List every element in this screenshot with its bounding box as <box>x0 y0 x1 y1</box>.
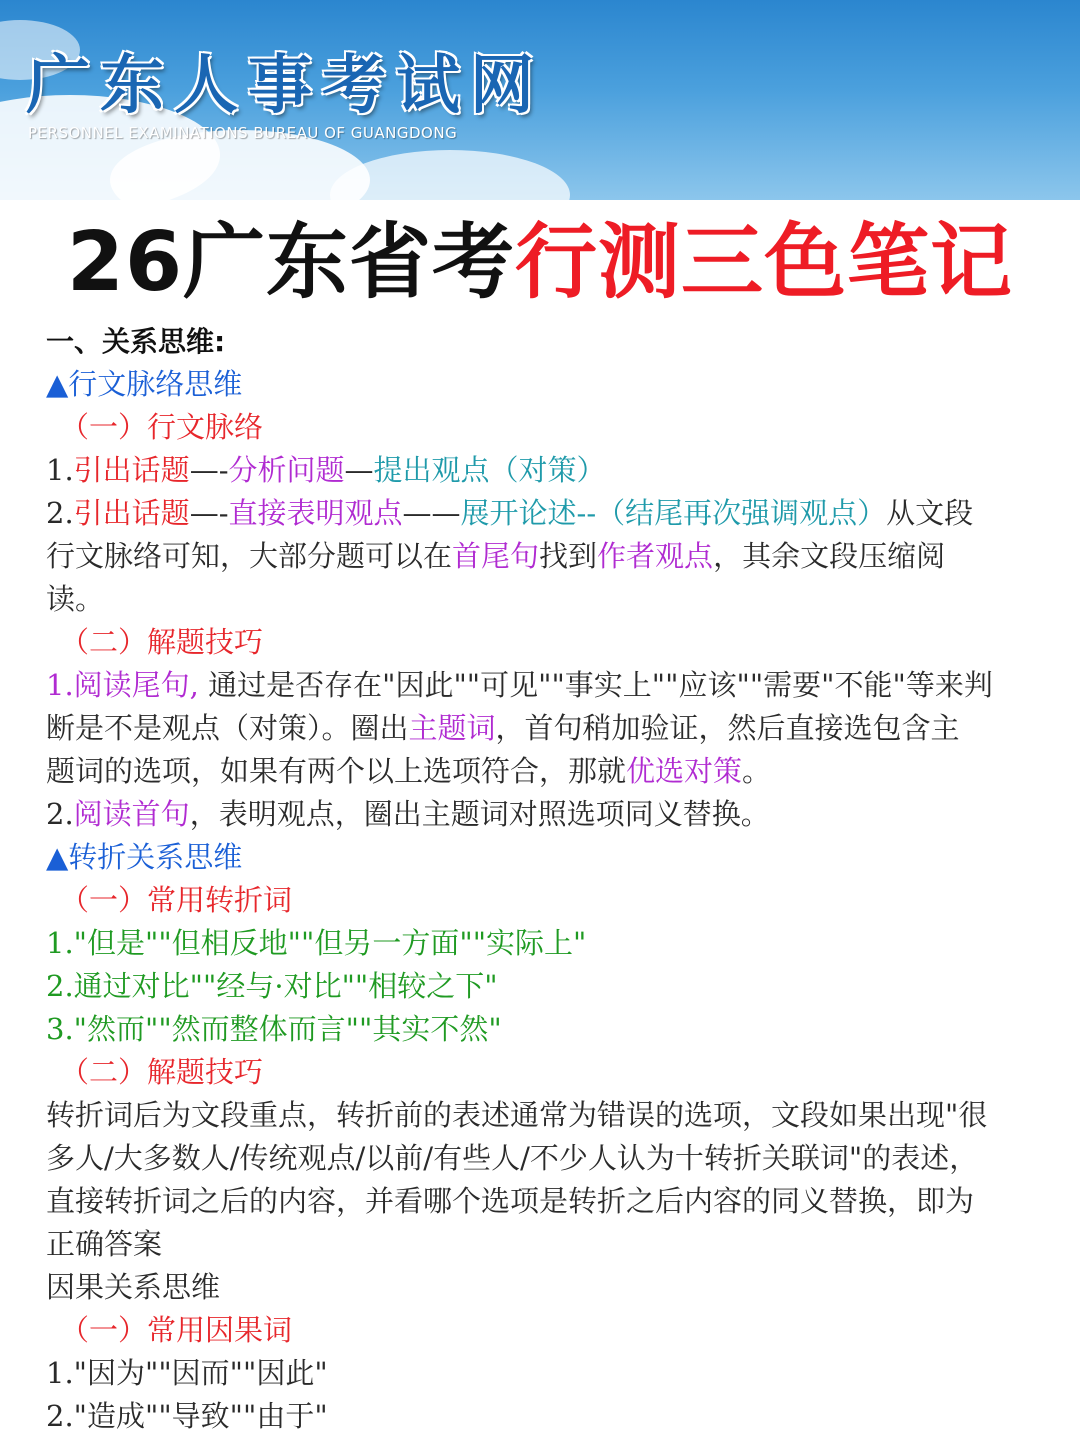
transition-word-line: 1."但是""但相反地""但另一方面""实际上" <box>46 926 587 960</box>
text-segment: 从文段 <box>886 496 974 530</box>
subheading-transition-words: （一）常用转折词 <box>60 883 293 917</box>
subheading-transition-tips: （二）解题技巧 <box>60 1055 264 1089</box>
subheading-tips: （二）解题技巧 <box>60 625 264 659</box>
tip-1-line-3 <box>46 750 1036 793</box>
text-segment: ，其余文段压缩阅 <box>713 539 946 573</box>
text-segment: 展开论述--（结尾再次强调观点） <box>460 496 887 530</box>
page-title <box>0 208 1080 318</box>
text-segment: 。 <box>742 754 772 788</box>
site-logo-title: 广东人事考试网 <box>26 49 544 123</box>
text-segment: 阅读首句 <box>73 797 190 831</box>
section-heading-relation: 一、关系思维: <box>46 325 226 358</box>
notes-body <box>46 320 1036 1438</box>
context-line-4: 读。 <box>46 582 105 616</box>
topic-heading-transition: ▲转折关系思维 <box>46 840 243 874</box>
line-number: 2. <box>46 797 74 831</box>
text-segment: ，首句稍加验证，然后直接选包含主 <box>495 711 960 745</box>
line-number: 2. <box>46 496 74 530</box>
text-segment: ，表明观点，圈出主题词对照选项同义替换。 <box>189 797 770 831</box>
text-segment: 引出话题 <box>73 496 190 530</box>
text-segment: —- <box>189 496 229 530</box>
text-segment: 优选对策 <box>626 754 743 788</box>
text-segment: 分析问题 <box>228 453 345 487</box>
context-line-2 <box>46 492 1036 535</box>
text-segment: —- <box>189 453 229 487</box>
page-title-black: 26广东省考 <box>66 215 516 310</box>
text-segment: 主题词 <box>408 711 496 745</box>
text-segment: 通过是否存在"因此""可见""事实上""应该""需要"不能"等来判 <box>198 668 993 702</box>
transition-word-line: 2.通过对比""经与·对比""相较之下" <box>46 969 498 1003</box>
text-segment: 找到 <box>539 539 598 573</box>
text-segment: 题词的选项，如果有两个以上选项符合，那就 <box>46 754 627 788</box>
text-segment: 作者观点 <box>597 539 714 573</box>
context-line-1 <box>46 449 1036 492</box>
context-line-3 <box>46 535 1036 578</box>
line-number: 1. <box>46 453 74 487</box>
subheading-context: （一）行文脉络 <box>60 410 264 444</box>
text-segment: 提出观点（对策） <box>373 453 606 487</box>
causal-word-line: 2."造成""导致""由于" <box>46 1399 328 1433</box>
text-segment: — <box>344 453 374 487</box>
text-segment: 行文脉络可知，大部分题可以在 <box>46 539 453 573</box>
tip-1-line-1 <box>46 664 1036 707</box>
transition-tip-line: 多人/大多数人/传统观点/以前/有些人/不少人认为十转折关联词"的表述， <box>46 1141 979 1175</box>
subheading-causal-words: （一）常用因果词 <box>60 1313 293 1347</box>
text-segment: 断是不是观点（对策）。圈出 <box>46 711 409 745</box>
text-segment: 首尾句 <box>452 539 540 573</box>
site-logo-subtitle: PERSONNEL EXAMINATIONS BUREAU OF GUANGDONG <box>28 124 458 142</box>
text-segment: 直接表明观点 <box>228 496 403 530</box>
cloud-shape <box>330 150 570 200</box>
topic-heading-causal: 因果关系思维 <box>46 1270 221 1304</box>
transition-tip-line: 正确答案 <box>46 1227 163 1261</box>
transition-word-line: 3."然而""然而整体而言""其实不然" <box>46 1012 502 1046</box>
tip-1-line-2 <box>46 707 1036 750</box>
causal-word-line: 1."因为""因而""因此" <box>46 1356 328 1390</box>
header-banner <box>0 0 1080 200</box>
transition-tip-line: 转折词后为文段重点，转折前的表述通常为错误的选项，文段如果出现"很 <box>46 1098 988 1132</box>
tip-2-line <box>46 793 1036 836</box>
topic-heading-context: ▲行文脉络思维 <box>46 367 243 401</box>
text-segment: 引出话题 <box>73 453 190 487</box>
text-segment: —— <box>402 496 461 530</box>
text-segment: 1.阅读尾句, <box>46 668 199 702</box>
page-title-red: 行测三色笔记 <box>515 215 1014 310</box>
transition-tip-line: 直接转折词之后的内容，并看哪个选项是转折之后内容的同义替换，即为 <box>46 1184 975 1218</box>
